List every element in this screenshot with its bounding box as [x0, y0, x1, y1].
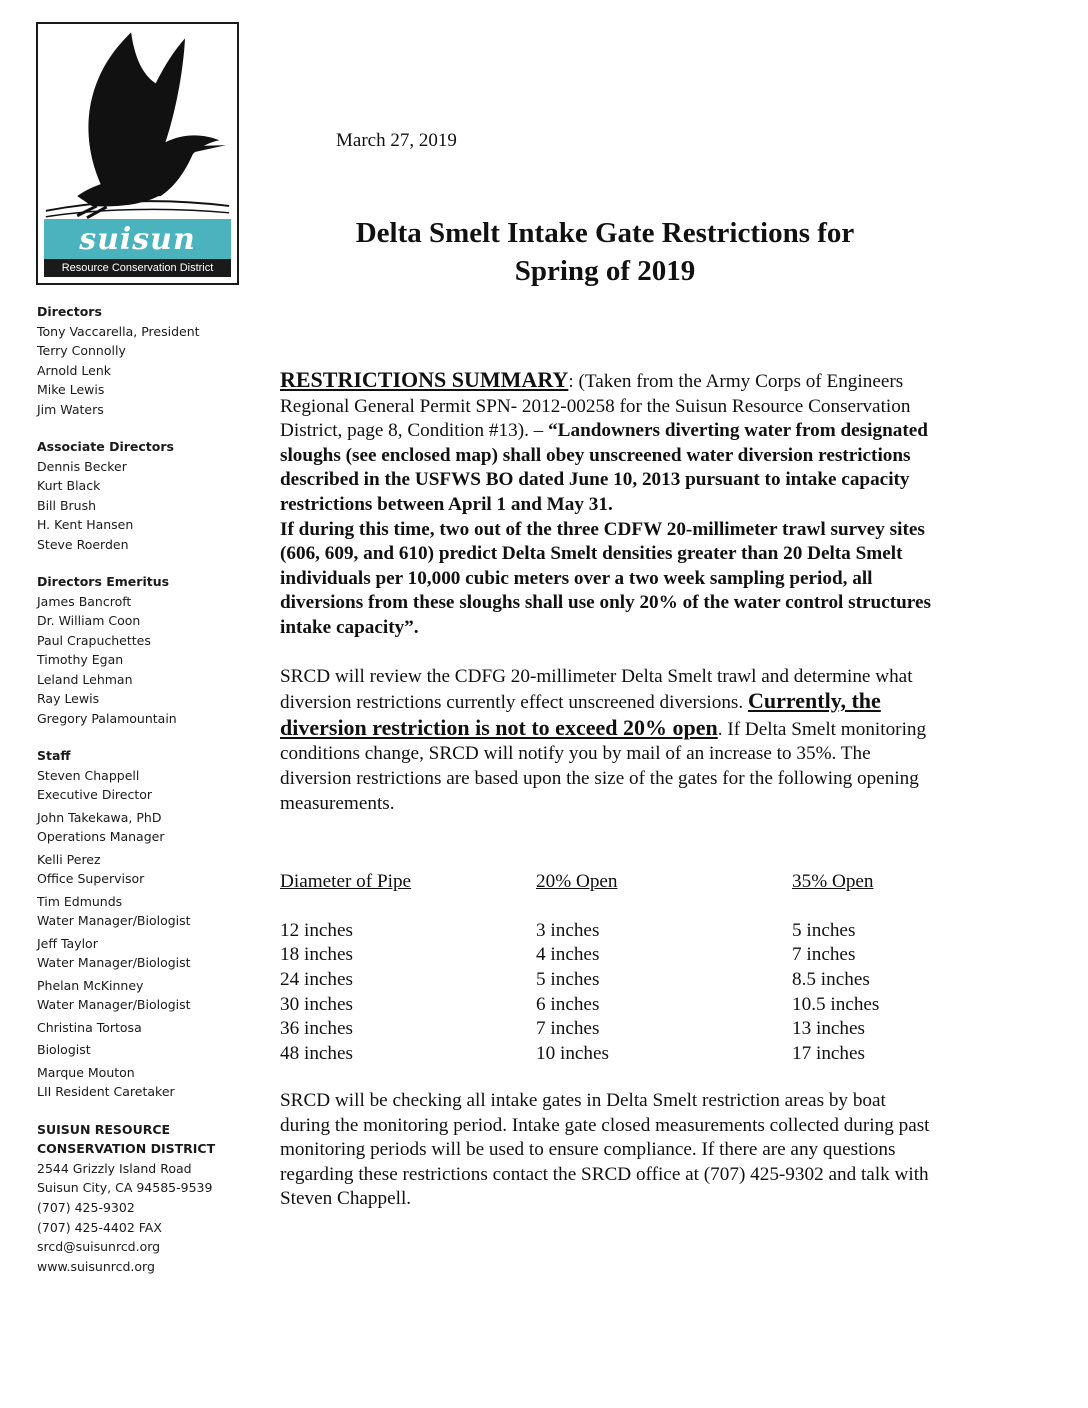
- emeritus-name: Dr. William Coon: [37, 613, 141, 628]
- table-spacer-row: [280, 893, 942, 918]
- associate-director-name: Dennis Becker: [37, 458, 127, 474]
- table-cell: 17 inches: [792, 1042, 866, 1064]
- table-cell: 10 inches: [536, 1042, 610, 1064]
- closing-paragraph: SRCD will be checking all intake gates in Delta Smelt restriction areas by boat during the monitoring period. Intake gate closed measurements collected during past monitoring periods will be used to ensure compliance. If there are any questions regarding these restrictions contact the SRCD office at (707) 425-9302 and talk with Steven Chappell.: [280, 1090, 930, 1210]
- diversion-text-b: . If Delta Smelt monitoring conditions change, SRCD will notify you by mail of an increase to 35%. The diversion restrictions are based upon the size of the gates for the following opening measurements.: [280, 718, 927, 814]
- table-cell: 8.5 inches: [792, 968, 870, 990]
- summary-paragraph: [280, 368, 940, 518]
- summary-quote-2: If during this time, two out of the three CDFW 20-millimeter trawl survey sites (606, 609, and 610) predict Delta Smelt densities greater than 20 Delta Smelt individuals per 10,000 cubic meters over a two week sampling period, all diversions from these sloughs shall use only 20% of the water control structures intake capacity”.: [280, 518, 931, 638]
- staff-member: [37, 1063, 242, 1102]
- table-header-row: [280, 868, 942, 893]
- title-line-2: Spring of 2019: [514, 255, 696, 287]
- staff-member: [37, 1040, 242, 1060]
- city-address: Suisun City, CA 94585-9539: [37, 1180, 213, 1196]
- table-cell: 3 inches: [536, 919, 600, 941]
- table-row: [280, 917, 942, 942]
- sidebar: [37, 302, 242, 1295]
- staff-name: Marque Mouton: [37, 1064, 135, 1080]
- associate-director-name: Bill Brush: [37, 497, 97, 513]
- director-name: Mike Lewis: [37, 382, 105, 397]
- table-cell: 24 inches: [280, 968, 354, 990]
- staff-member: [37, 766, 242, 805]
- associate-director-name: Kurt Black: [37, 478, 101, 493]
- staff-name: Jeff Taylor: [37, 935, 98, 951]
- diversion-emphasis: Currently, the diversion restriction is not to exceed 20% open: [280, 688, 881, 740]
- table-cell: 4 inches: [536, 944, 600, 966]
- staff-name: Phelan McKinney: [37, 977, 144, 993]
- table-cell: 48 inches: [280, 1042, 354, 1064]
- summary-quote-1: “Landowners diverting water from designated sloughs (see enclosed map) shall obey unscreened water diversion restrictions described in the USFWS BO dated June 10, 2013 pursuant to intake capacity restrictions between April 1 and May 31.: [280, 420, 928, 515]
- logo-caption: Resource Conservation District: [44, 259, 231, 277]
- staff-member: [37, 1018, 242, 1038]
- table-cell: 36 inches: [280, 1018, 354, 1040]
- table-row: [280, 991, 942, 1016]
- column-header: 35% Open: [792, 870, 874, 892]
- staff-group: [37, 746, 242, 1102]
- phone-number: (707) 425-9302: [37, 1199, 135, 1215]
- staff-member: [37, 892, 242, 931]
- org-name-line2: CONSERVATION DISTRICT: [37, 1141, 216, 1156]
- director-name: Tony Vaccarella, President: [37, 323, 200, 339]
- emeritus-name: Gregory Palamountain: [37, 710, 177, 726]
- letter-date: March 27, 2019: [336, 130, 457, 151]
- director-name: Terry Connolly: [37, 343, 126, 358]
- column-header: Diameter of Pipe: [280, 870, 412, 892]
- staff-role: Office Supervisor: [37, 871, 145, 886]
- staff-member: [37, 850, 242, 889]
- associate-directors-heading: Associate Directors: [37, 439, 174, 454]
- title-line-1: Delta Smelt Intake Gate Restrictions for: [355, 217, 855, 249]
- org-name-line1: SUISUN RESOURCE: [37, 1121, 171, 1137]
- table-cell: 6 inches: [536, 993, 600, 1015]
- table-cell: 10.5 inches: [792, 993, 880, 1015]
- summary-label: RESTRICTIONS SUMMARY: [280, 367, 569, 392]
- website-link[interactable]: www.suisunrcd.org: [37, 1259, 155, 1275]
- directors-emeritus-group: [37, 572, 242, 728]
- staff-role: Water Manager/Biologist: [37, 913, 191, 928]
- street-address: 2544 Grizzly Island Road: [37, 1160, 192, 1176]
- table-row: [280, 942, 942, 967]
- staff-member: [37, 934, 242, 973]
- emeritus-name: Leland Lehman: [37, 671, 133, 687]
- emeritus-name: Timothy Egan: [37, 652, 124, 667]
- fax-number: (707) 425-4402 FAX: [37, 1219, 162, 1235]
- address-block: [37, 1120, 242, 1277]
- directors-emeritus-heading: Directors Emeritus: [37, 574, 170, 589]
- staff-heading: Staff: [37, 748, 71, 763]
- emeritus-name: Ray Lewis: [37, 691, 100, 706]
- directors-group: [37, 302, 242, 419]
- table-cell: 30 inches: [280, 993, 354, 1015]
- table-cell: 7 inches: [792, 944, 856, 966]
- staff-member: [37, 976, 242, 1015]
- srcd-logo: [36, 22, 239, 285]
- staff-name: John Takekawa, PhD: [37, 809, 162, 825]
- staff-member: [37, 808, 242, 847]
- staff-name: Tim Edmunds: [37, 893, 123, 909]
- associate-director-name: Steve Roerden: [37, 536, 129, 552]
- staff-name: Biologist: [37, 1042, 91, 1057]
- diversion-text-a: SRCD will review the CDFG 20-millimeter Delta Smelt trawl and determine what diversion restrictions currently effect unscreened diversions.: [280, 665, 913, 714]
- logo-wordmark: suisun: [79, 222, 196, 257]
- table-cell: 5 inches: [792, 919, 856, 941]
- staff-role: Operations Manager: [37, 829, 165, 844]
- table-cell: 5 inches: [536, 968, 600, 990]
- diversion-paragraph: [280, 665, 940, 817]
- director-name: Arnold Lenk: [37, 362, 112, 378]
- pipe-opening-table: [280, 868, 942, 1065]
- letter-body: [280, 368, 940, 816]
- associate-directors-group: [37, 437, 242, 554]
- emeritus-name: James Bancroft: [37, 593, 132, 609]
- staff-name: Christina Tortosa: [37, 1019, 142, 1035]
- staff-name: Kelli Perez: [37, 851, 101, 867]
- emeritus-name: Paul Crapuchettes: [37, 632, 151, 648]
- closing-section: [280, 1089, 940, 1212]
- column-header: 20% Open: [536, 870, 618, 892]
- staff-role: Water Manager/Biologist: [37, 955, 191, 970]
- associate-director-name: H. Kent Hansen: [37, 517, 134, 532]
- table-row: [280, 1016, 942, 1041]
- table-cell: 13 inches: [792, 1018, 866, 1040]
- email-link[interactable]: srcd@suisunrcd.org: [37, 1239, 161, 1255]
- letter-title: [300, 214, 910, 290]
- table-row: [280, 1040, 942, 1065]
- table-cell: 12 inches: [280, 919, 354, 941]
- staff-name: Steven Chappell: [37, 767, 140, 783]
- summary-intro: : (Taken from the Army Corps of Engineers Regional General Permit SPN- 2012-00258 for the Suisun Resource Conservation District, page 8, Condition #13). –: [280, 371, 911, 442]
- staff-role: Executive Director: [37, 787, 153, 802]
- table-cell: 18 inches: [280, 944, 354, 966]
- table-row: [280, 966, 942, 991]
- table-cell: 7 inches: [536, 1018, 600, 1040]
- staff-role: LII Resident Caretaker: [37, 1084, 175, 1099]
- staff-role: Water Manager/Biologist: [37, 997, 191, 1012]
- directors-heading: Directors: [37, 304, 102, 319]
- director-name: Jim Waters: [37, 401, 104, 417]
